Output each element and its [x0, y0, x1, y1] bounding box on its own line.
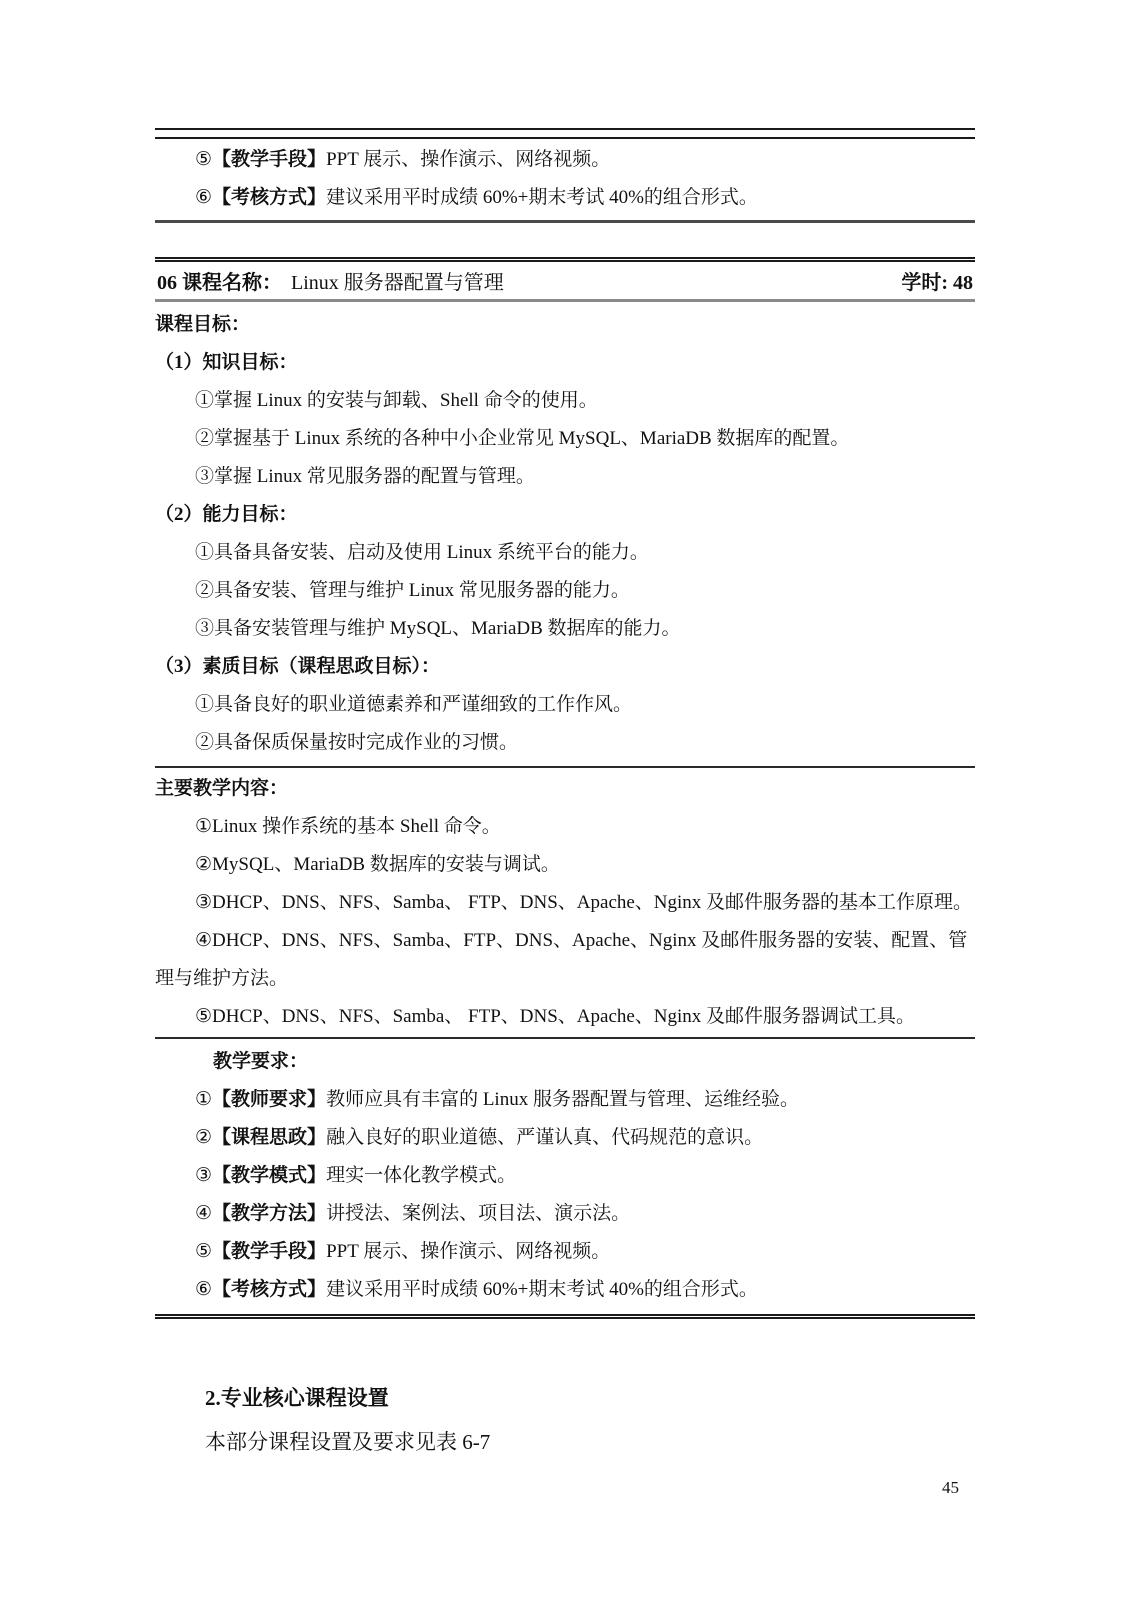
previous-course-block-tail	[155, 128, 975, 223]
course-code-label: 06 课程名称：	[157, 272, 282, 294]
requirement-item	[155, 1233, 975, 1271]
item-label: 【教学方法】	[212, 1203, 327, 1224]
teaching-content-title: 主要教学内容：	[155, 778, 289, 799]
knowledge-goal-item: ②掌握基于 Linux 系统的各种中小企业常见 MySQL、MariaDB 数据库的配置。	[195, 428, 850, 449]
ability-goals-heading: （2）能力目标：	[155, 504, 298, 525]
item-label: 【教学手段】	[212, 1241, 327, 1262]
core-courses-note: 本部分课程设置及要求见表 6-7	[205, 1430, 491, 1454]
knowledge-goal-item: ③掌握 Linux 常见服务器的配置与管理。	[195, 466, 535, 487]
requirement-item	[155, 1157, 975, 1195]
teaching-requirements-section	[155, 1037, 975, 1314]
ability-goal-item: ③具备安装管理与维护 MySQL、MariaDB 数据库的能力。	[195, 618, 681, 639]
knowledge-goal-item: ①掌握 Linux 的安装与卸载、Shell 命令的使用。	[195, 390, 598, 411]
teaching-content-section	[155, 766, 975, 1037]
knowledge-goals-heading: （1）知识目标：	[155, 352, 298, 373]
item-label: 【考核方式】	[212, 1279, 327, 1300]
quality-goal-item: ①具备良好的职业道德素养和严谨细致的工作作风。	[195, 694, 633, 715]
item-text: 教师应具有丰富的 Linux 服务器配置与管理、运维经验。	[326, 1089, 799, 1110]
teaching-content-item: ④DHCP、DNS、NFS、Samba、FTP、DNS、Apache、Nginx 及邮件服务器的安装、配置、管理与维护方法。	[155, 930, 968, 989]
item-label: 【教师要求】	[212, 1089, 327, 1110]
requirement-item	[155, 1195, 975, 1233]
item-number: ⑤	[195, 1241, 213, 1262]
double-rule-top	[155, 128, 975, 139]
teaching-content-item: ②MySQL、MariaDB 数据库的安装与调试。	[195, 854, 560, 875]
teaching-requirements-title: 教学要求：	[213, 1051, 309, 1072]
item-number: ⑥	[195, 187, 213, 208]
item-number: ③	[195, 1165, 213, 1186]
core-courses-heading: 2.专业核心课程设置	[205, 1386, 389, 1410]
item-number: ①	[195, 1089, 213, 1110]
course-header-row	[155, 262, 975, 302]
objectives-title: 课程目标：	[155, 314, 251, 335]
item-text: PPT 展示、操作演示、网络视频。	[326, 149, 611, 170]
requirement-item	[155, 1119, 975, 1157]
item-label: 【教学模式】	[212, 1165, 327, 1186]
item-text: 建议采用平时成绩 60%+期末考试 40%的组合形式。	[326, 1279, 758, 1300]
item-number: ④	[195, 1203, 213, 1224]
requirement-item	[155, 1081, 975, 1119]
item-text: 讲授法、案例法、项目法、演示法。	[326, 1203, 631, 1224]
previous-block-body	[155, 139, 975, 223]
quality-goal-item: ②具备保质保量按时完成作业的习惯。	[195, 732, 519, 753]
ability-goal-item: ①具备具备安装、启动及使用 Linux 系统平台的能力。	[195, 542, 649, 563]
item-number: ⑤	[195, 149, 213, 170]
teaching-means-item	[155, 141, 975, 179]
item-label: 【课程思政】	[212, 1127, 327, 1148]
item-label: 【考核方式】	[212, 187, 327, 208]
item-number: ②	[195, 1127, 213, 1148]
course-name: Linux 服务器配置与管理	[291, 272, 504, 294]
course-table-06	[155, 257, 975, 1319]
course-objectives-section	[155, 302, 975, 766]
ability-goal-item: ②具备安装、管理与维护 Linux 常见服务器的能力。	[195, 580, 630, 601]
assessment-item	[155, 179, 975, 217]
item-label: 【教学手段】	[212, 149, 327, 170]
item-text: 建议采用平时成绩 60%+期末考试 40%的组合形式。	[326, 187, 758, 208]
course-title	[157, 266, 504, 295]
course-hours: 学时: 48	[901, 272, 973, 294]
item-text: PPT 展示、操作演示、网络视频。	[326, 1241, 611, 1262]
teaching-content-item: ③DHCP、DNS、NFS、Samba、 FTP、DNS、Apache、Nginx 及邮件服务器的基本工作原理。	[195, 892, 973, 913]
item-text: 融入良好的职业道德、严谨认真、代码规范的意识。	[326, 1127, 764, 1148]
item-number: ⑥	[195, 1279, 213, 1300]
page-number: 45	[942, 1478, 959, 1497]
teaching-content-item: ①Linux 操作系统的基本 Shell 命令。	[195, 816, 501, 837]
requirement-item	[155, 1271, 975, 1309]
quality-goals-heading: （3）素质目标（课程思政目标）：	[155, 656, 441, 677]
item-text: 理实一体化教学模式。	[326, 1165, 517, 1186]
next-section	[155, 1383, 975, 1457]
teaching-content-item: ⑤DHCP、DNS、NFS、Samba、 FTP、DNS、Apache、Nginx 及邮件服务器调试工具。	[195, 1006, 916, 1027]
